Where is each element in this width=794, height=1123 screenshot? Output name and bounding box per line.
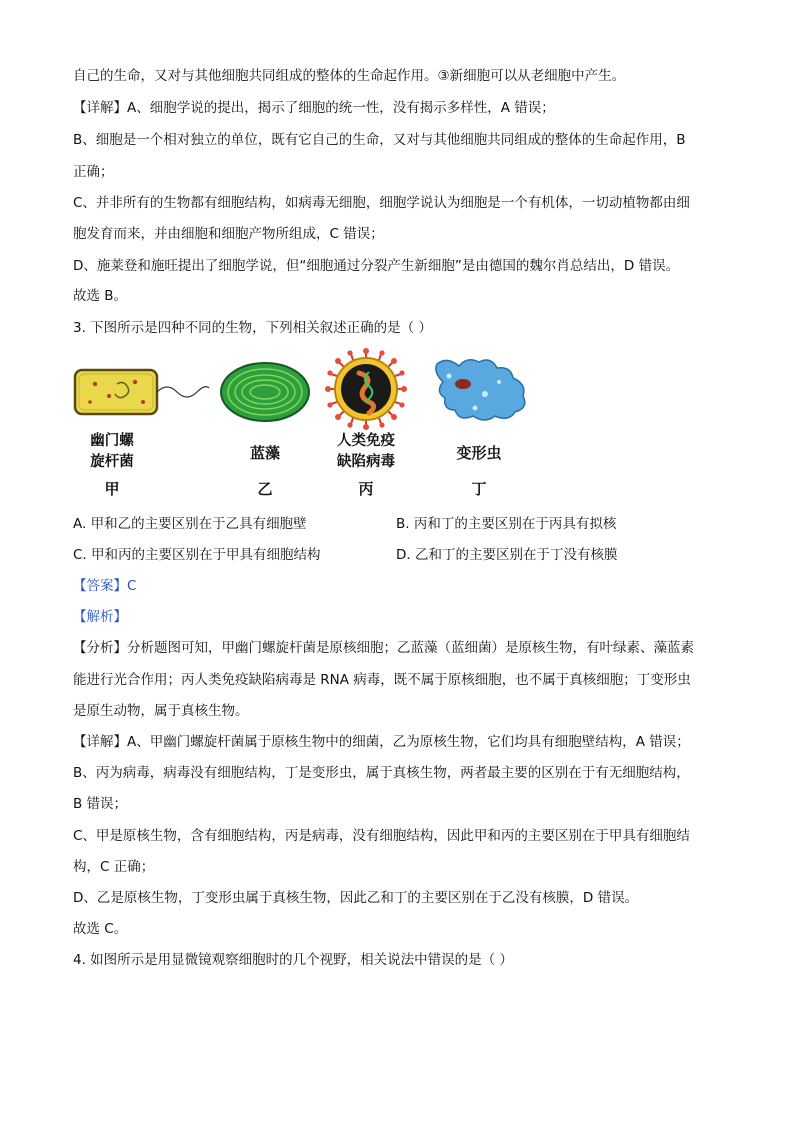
text-line	[73, 98, 723, 118]
caption-line: 幽门螺	[90, 432, 134, 449]
caption-yi: 蓝藻	[249, 444, 280, 462]
caption-line: 缺陷病毒	[337, 453, 395, 470]
text-line: C、并非所有的生物都有细胞结构，如病毒无细胞，细胞学说认为细胞是一个有机体，一切动植物都由细	[73, 195, 690, 211]
text-line: 自己的生命，又对与其他细胞共同组成的整体的生命起作用。③新细胞可以从老细胞中产生。	[73, 68, 626, 84]
text-line: 能进行光合作用；丙人类免疫缺陷病毒是 RNA 病毒，既不属于原核细胞，也不属于真核细胞；丁变形虫	[73, 672, 691, 688]
option-b: B. 丙和丁的主要区别在于丙具有拟核	[396, 516, 617, 532]
text-line: 胞发育而来，并由细胞和细胞产物所组成，C 错误；	[73, 226, 384, 242]
caption-line: 旋杆菌	[90, 453, 134, 470]
text-line: D、乙是原核生物，丁变形虫属于真核生物，因此乙和丁的主要区别在于乙没有核膜，D 错误。	[73, 890, 639, 906]
label-bing: 丙	[358, 480, 374, 498]
analysis-heading: 【解析】	[73, 609, 127, 625]
text-line: B、细胞是一个相对独立的单位，既有它自己的生命，又对与其他细胞共同组成的整体的生命起作用，B	[73, 132, 686, 148]
hiv-image	[325, 348, 407, 430]
option-c: C. 甲和丙的主要区别在于甲具有细胞结构	[73, 547, 321, 563]
text-line: 故选 C。	[73, 921, 128, 937]
question-4: 4. 如图所示是用显微镜观察细胞时的几个视野，相关说法中错误的是（ ）	[73, 952, 513, 968]
text-line: B 错误；	[73, 796, 128, 812]
text-line: 正确；	[73, 164, 114, 180]
h-pylori-image	[73, 366, 213, 418]
caption-line: 人类免疫	[337, 432, 395, 449]
label-yi	[230, 478, 300, 499]
text-line: 是原生动物，属于真核生物。	[73, 703, 249, 719]
text-line: 构，C 正确；	[73, 859, 155, 875]
label-jia: 甲	[104, 480, 120, 498]
caption-jia	[77, 430, 147, 472]
text-line: C、甲是原核生物，含有细胞结构，丙是病毒，没有细胞结构，因此甲和丙的主要区别在于甲具有细胞结	[73, 828, 690, 844]
caption-bing	[326, 430, 406, 472]
text-line: D、施莱登和施旺提出了细胞学说，但“细胞通过分裂产生新细胞”是由德国的魏尔肖总结出，D 错误。	[73, 258, 680, 274]
text-line: 【分析】分析题图可知，甲幽门螺旋杆菌是原核细胞；乙蓝藻（蓝细菌）是原核生物，有叶绿素、藻蓝素	[73, 640, 694, 656]
text-line: B、丙为病毒，病毒没有细胞结构，丁是变形虫，属于真核生物，两者最主要的区别在于有无细胞结构，	[73, 765, 690, 781]
text-line: 【详解】A、甲幽门螺旋杆菌属于原核生物中的细菌，乙为原核生物，它们均具有细胞壁结构，A 错误；	[73, 734, 690, 750]
amoeba-image	[429, 354, 533, 424]
option-d: D. 乙和丁的主要区别在于丁没有核膜	[396, 547, 618, 563]
label-ding: 丁	[471, 480, 487, 498]
text-span: 【详解】A、细胞学说的提出，揭示了细胞的统一性，没有揭示多样性，A 错误；	[73, 100, 555, 116]
cyanobacteria-image	[217, 360, 313, 424]
label-text: 乙	[257, 480, 273, 498]
options	[73, 514, 723, 574]
organisms-figure	[73, 348, 543, 498]
answer: 【答案】C	[73, 578, 137, 594]
caption-ding: 变形虫	[456, 444, 502, 462]
question-3: 3. 下图所示是四种不同的生物，下列相关叙述正确的是（ ）	[73, 320, 432, 336]
option-a: A. 甲和乙的主要区别在于乙具有细胞壁	[73, 516, 307, 532]
text-line: 故选 B。	[73, 288, 128, 304]
